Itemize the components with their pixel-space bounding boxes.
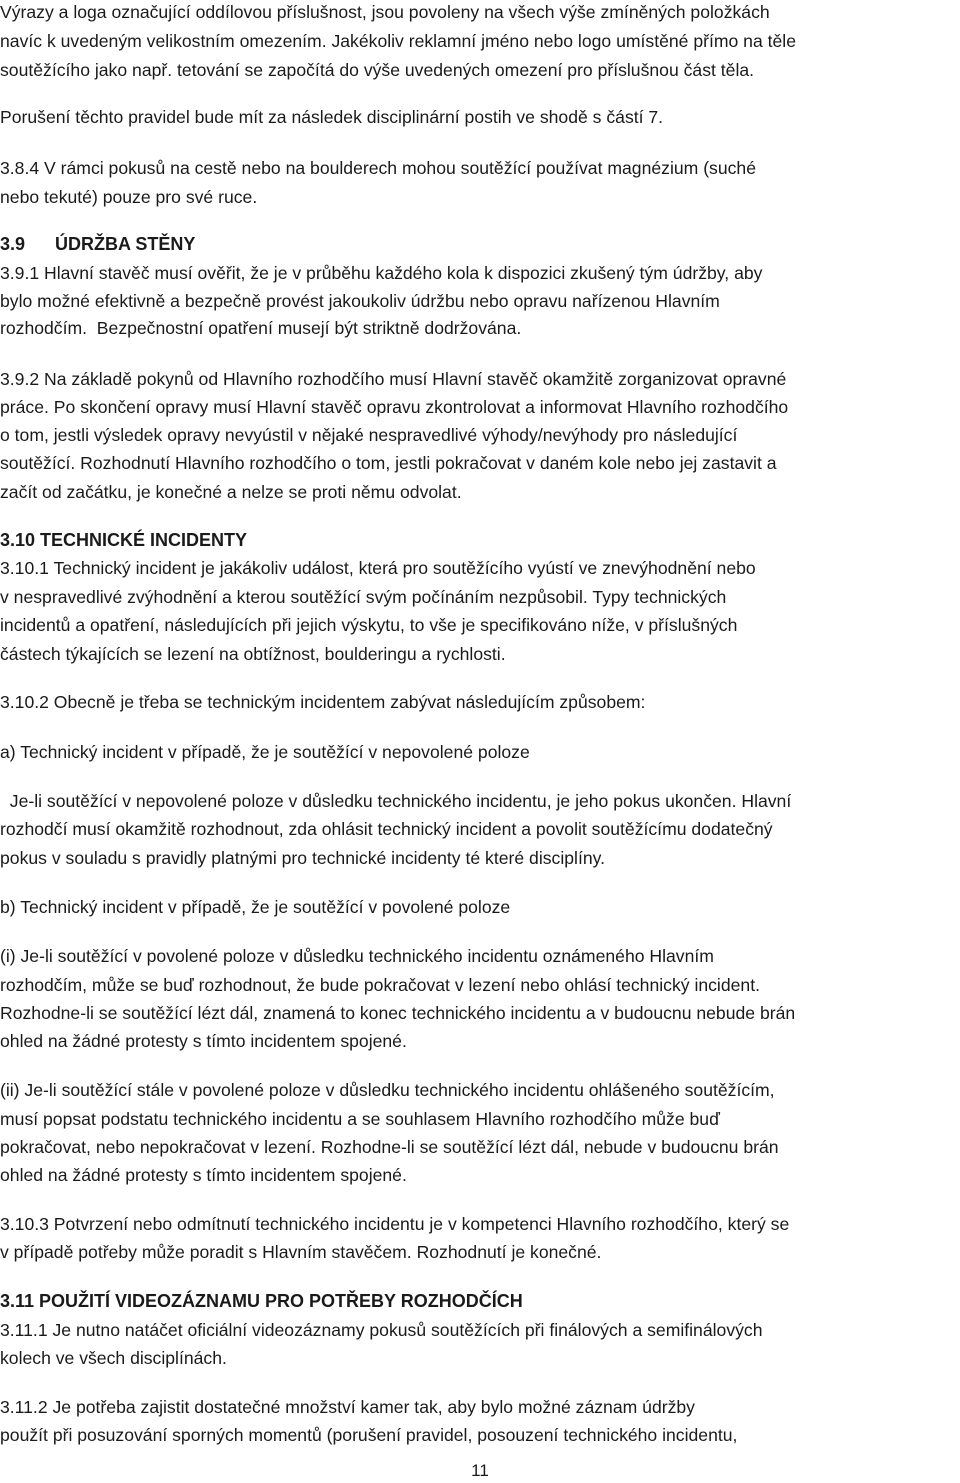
section-heading-3-10: 3.10 TECHNICKÉ INCIDENTY — [0, 530, 248, 550]
text-line: Porušení těchto pravidel bude mít za následek disciplinární postih ve shodě s částí 7. — [0, 107, 664, 127]
text-line: pokračovat, nebo nepokračovat v lezení. Rozhodne-li se soutěžící lézt dál, nebude v budoucnu brán — [0, 1137, 779, 1157]
text-line: incidentů a opatření, následujících při jejich výskytu, to vše je specifikováno níže, v příslušných — [0, 615, 738, 635]
text-line: rozhodčím. Bezpečnostní opatření musejí být striktně dodržována. — [0, 318, 522, 338]
section-heading-3-9: 3.9 ÚDRŽBA STĚNY — [0, 234, 196, 254]
text-line: použít při posuzování sporných momentů (porušení pravidel, posouzení technického incidentu, — [0, 1425, 738, 1445]
text-line: 3.10.3 Potvrzení nebo odmítnutí technického incidentu je v kompetenci Hlavního rozhodčího, který se — [0, 1214, 790, 1234]
text-line: soutěžícího jako např. tetování se započítá do výše uvedených omezení pro příslušnou část těla. — [0, 60, 755, 80]
text-line: 3.9.2 Na základě pokynů od Hlavního rozhodčího musí Hlavní stavěč okamžitě zorganizovat opravné — [0, 369, 787, 389]
text-line: práce. Po skončení opravy musí Hlavní stavěč opravu zkontrolovat a informovat Hlavního rozhodčího — [0, 397, 789, 417]
text-line: ohled na žádné protesty s tímto incidentem spojené. — [0, 1165, 407, 1185]
text-line: kolech ve všech disciplínách. — [0, 1348, 227, 1368]
text-line: v nespravedlivé zvýhodnění a kterou soutěžící svým počínáním nezpůsobil. Typy technických — [0, 587, 727, 607]
text-line: rozhodčí musí okamžitě rozhodnout, zda ohlásit technický incident a povolit soutěžícímu dodatečný — [0, 819, 773, 839]
text-line: o tom, jestli výsledek opravy nevyústil v nějaké nespravedlivé výhody/nevýhody pro následující — [0, 425, 738, 445]
text-line: nebo tekuté) pouze pro své ruce. — [0, 187, 258, 207]
text-line: navíc k uvedeným velikostním omezením. Jakékoliv reklamní jméno nebo logo umístěné přímo na těle — [0, 31, 797, 51]
text-line: Je-li soutěžící v nepovolené poloze v důsledku technického incidentu, je jeho pokus ukončen. Hlavní — [0, 791, 792, 811]
text-line: musí popsat podstatu technického incidentu a se souhlasem Hlavního rozhodčího může buď — [0, 1109, 720, 1129]
text-line: Výrazy a loga označující oddílovou příslušnost, jsou povoleny na všech výše zmíněných položkách — [0, 2, 770, 22]
text-line: 3.10.1 Technický incident je jakákoliv událost, která pro soutěžícího vyústí ve znevýhodnění nebo — [0, 558, 756, 578]
text-line: (ii) Je-li soutěžící stále v povolené poloze v důsledku technického incidentu ohlášeného soutěžícím, — [0, 1080, 775, 1100]
text-line: Rozhodne-li se soutěžící lézt dál, znamená to konec technického incidentu a v budoucnu nebude brán — [0, 1003, 796, 1023]
text-line: v případě potřeby může poradit s Hlavním stavěčem. Rozhodnutí je konečné. — [0, 1242, 602, 1262]
text-line: částech týkajících se lezení na obtížnost, boulderingu a rychlosti. — [0, 644, 506, 664]
text-line: b) Technický incident v případě, že je soutěžící v povolené poloze — [0, 897, 511, 917]
text-line: bylo možné efektivně a bezpečně provést jakoukoliv údržbu nebo opravu nařízenou Hlavním — [0, 291, 720, 311]
text-line: pokus v souladu s pravidly platnými pro technické incidenty té které disciplíny. — [0, 848, 605, 868]
text-line: 3.9.1 Hlavní stavěč musí ověřit, že je v průběhu každého kola k dispozici zkušený tým údržby, aby — [0, 263, 763, 283]
text-line: začít od začátku, je konečné a nelze se proti němu odvolat. — [0, 482, 462, 502]
text-line: 3.11.2 Je potřeba zajistit dostatečné množství kamer tak, aby bylo možné záznam údržby — [0, 1397, 695, 1417]
text-line: ohled na žádné protesty s tímto incidentem spojené. — [0, 1031, 407, 1051]
text-line: 3.11.1 Je nutno natáčet oficiální videozáznamy pokusů soutěžících při finálových a semifinálových — [0, 1320, 763, 1340]
text-line: 3.10.2 Obecně je třeba se technickým incidentem zabývat následujícím způsobem: — [0, 692, 646, 712]
text-line: a) Technický incident v případě, že je soutěžící v nepovolené poloze — [0, 742, 530, 762]
text-line: soutěžící. Rozhodnutí Hlavního rozhodčího o tom, jestli pokračovat v daném kole nebo jej zastavit a — [0, 453, 777, 473]
page-number: 11 — [471, 1461, 489, 1480]
text-line: rozhodčím, může se buď rozhodnout, že bude pokračovat v lezení nebo ohlásí technický incident. — [0, 975, 760, 995]
section-heading-3-11: 3.11 POUŽITÍ VIDEOZÁZNAMU PRO POTŘEBY ROZHODČÍCH — [0, 1291, 523, 1311]
text-line: (i) Je-li soutěžící v povolené poloze v důsledku technického incidentu oznámeného Hlavním — [0, 946, 714, 966]
text-line: 3.8.4 V rámci pokusů na cestě nebo na boulderech mohou soutěžící používat magnézium (suché — [0, 158, 756, 178]
